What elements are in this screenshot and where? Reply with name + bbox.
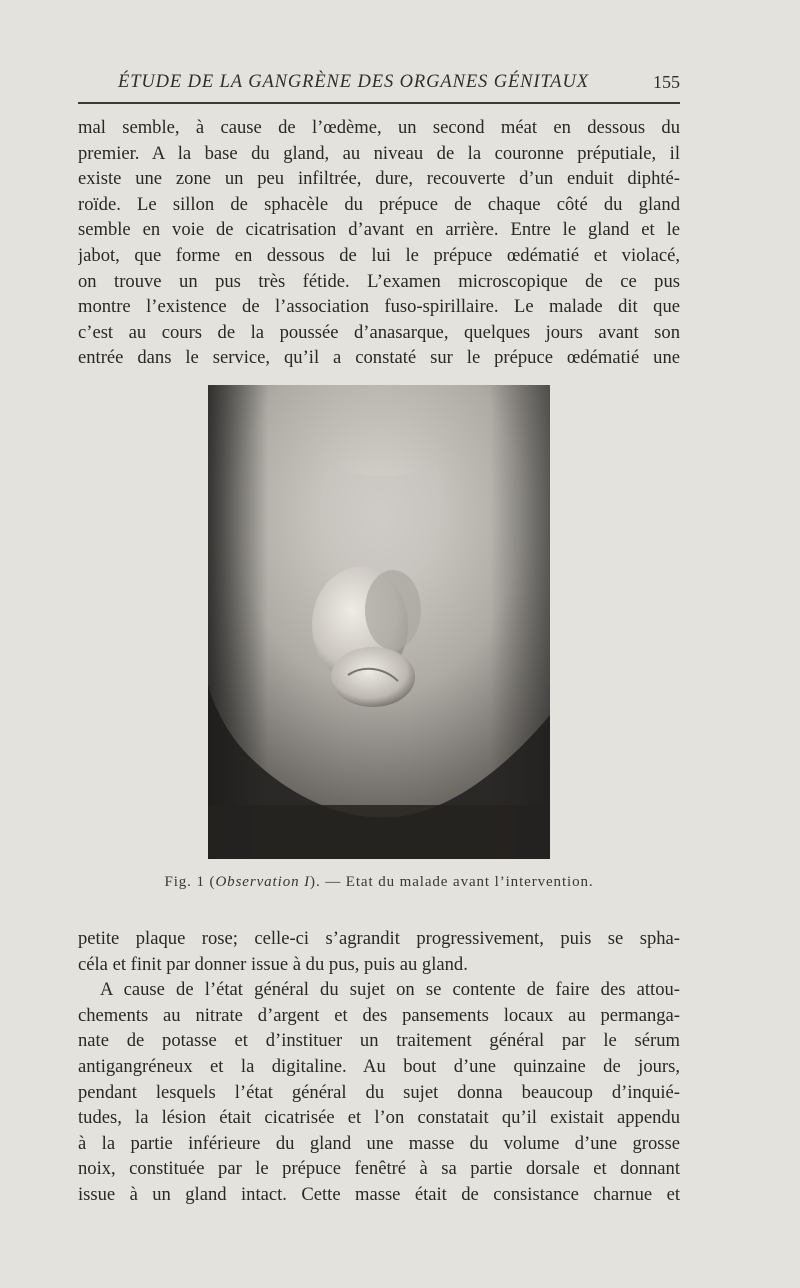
text-line: nate de potasse et d’instituer un traitement général par le sérum — [78, 1030, 680, 1052]
header-rule — [78, 102, 680, 104]
figure-caption — [78, 874, 680, 891]
running-title: ÉTUDE DE LA GANGRÈNE DES ORGANES GÉNITAUX — [118, 72, 589, 92]
text-line: tudes, la lésion était cicatrisée et l’on constatait qu’il existait appendu — [78, 1107, 680, 1129]
text-line: on trouve un pus très fétide. L’examen microscopique de ce pus — [78, 270, 680, 292]
text-line: noix, constituée par le prépuce fenêtré à sa partie dorsale et donnant — [78, 1158, 680, 1180]
text-line: pendant lesquels l’état général du sujet donna beaucoup d’inquié- — [78, 1081, 680, 1103]
text-line: A cause de l’état général du sujet on se contente de faire des attou- — [100, 979, 680, 1001]
caption-observation: Observation I — [215, 874, 311, 890]
running-head — [78, 66, 680, 102]
text-line: entrée dans le service, qu’il a constaté sur le prépuce œdématié une — [78, 347, 680, 369]
text-line: issue à un gland intact. Cette masse était de consistance charnue et — [78, 1183, 680, 1205]
text-line: roïde. Le sillon de sphacèle du prépuce de chaque côté du gland — [78, 193, 680, 215]
text-line: chements au nitrate d’argent et des pansements locaux au permanga- — [78, 1004, 680, 1026]
photograph-image — [208, 385, 550, 859]
text-line: antigangréneux et la digitaline. Au bout d’une quinzaine de jours, — [78, 1055, 680, 1077]
clinical-photograph — [208, 385, 550, 859]
text-line: existe une zone un peu infiltrée, dure, recouverte d’un enduit diphté- — [78, 168, 680, 190]
paragraph-top — [78, 115, 680, 371]
caption-prefix: Fig. 1 ( — [164, 874, 216, 890]
text-line: petite plaque rose; celle-ci s’agrandit progressivement, puis se spha- — [78, 928, 680, 949]
caption-text: ). — Etat du malade avant l’intervention. — [310, 874, 594, 890]
paragraph-bottom — [78, 926, 680, 1208]
text-line: semble en voie de cicatrisation d’avant en arrière. Entre le gland et le — [78, 219, 680, 241]
text-line: jabot, que forme en dessous de lui le prépuce œdématié et violacé, — [78, 244, 680, 266]
text-line: premier. A la base du gland, au niveau de la couronne préputiale, il — [78, 142, 680, 164]
text-line: céla et finit par donner issue à du pus, puis au gland. — [78, 953, 468, 975]
page-number: 155 — [653, 72, 680, 92]
text-line: à la partie inférieure du gland une masse du volume d’une grosse — [78, 1132, 680, 1154]
text-line: mal semble, à cause de l’œdème, un second méat en dessous du — [78, 117, 680, 138]
text-line: montre l’existence de l’association fuso-spirillaire. Le malade dit que — [78, 296, 680, 318]
text-line: c’est au cours de la poussée d’anasarque, quelques jours avant son — [78, 321, 680, 343]
